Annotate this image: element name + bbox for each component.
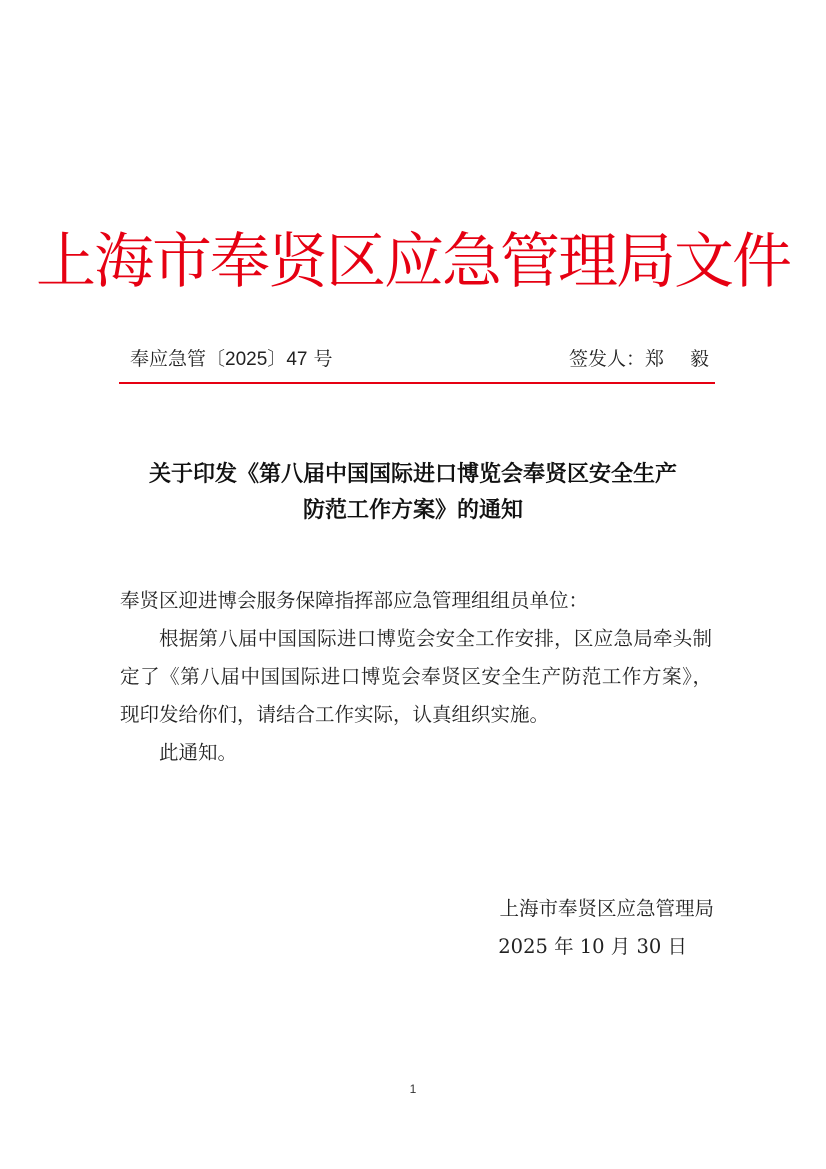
- signer-label: 签发人：: [568, 348, 645, 370]
- document-body: [120, 582, 712, 772]
- doc-number-value: 47: [286, 349, 308, 370]
- document-meta-row: [120, 344, 719, 374]
- document-title-line-1: 关于印发《第八届中国国际进口博览会奉贤区安全生产: [148, 461, 677, 487]
- document-title: [95, 456, 731, 528]
- doc-number-bracket: 〕: [267, 348, 287, 370]
- signer: [568, 344, 719, 374]
- doc-number-suffix: 号: [307, 348, 333, 370]
- doc-number-prefix: 奉应急管〔: [130, 348, 226, 370]
- document-number: [130, 344, 333, 375]
- body-paragraph-1: 根据第八届中国国际进口博览会安全工作安排，区应急局牵头制定了《第八届中国国际进口博览会奉贤区安全生产防范工作方案》，现印发给你们，请结合工作实际，认真组织实施。: [120, 627, 712, 726]
- issuing-organization: 上海市奉贤区应急管理局: [499, 897, 714, 920]
- red-header-title: 上海市奉贤区应急管理局文件: [36, 227, 790, 297]
- salutation: 奉贤区迎进博会服务保障指挥部应急管理组组员单位：: [120, 589, 589, 612]
- document-title-line-2: 防范工作方案》的通知: [302, 497, 523, 523]
- doc-number-year: 2025: [225, 349, 268, 370]
- page-number: 1: [409, 1082, 417, 1096]
- issue-date: 2025 年 10 月 30 日: [498, 935, 687, 958]
- signer-name: 郑 毅: [644, 348, 719, 370]
- red-divider-line: [119, 382, 715, 384]
- body-paragraph-2: 此通知。: [159, 741, 238, 764]
